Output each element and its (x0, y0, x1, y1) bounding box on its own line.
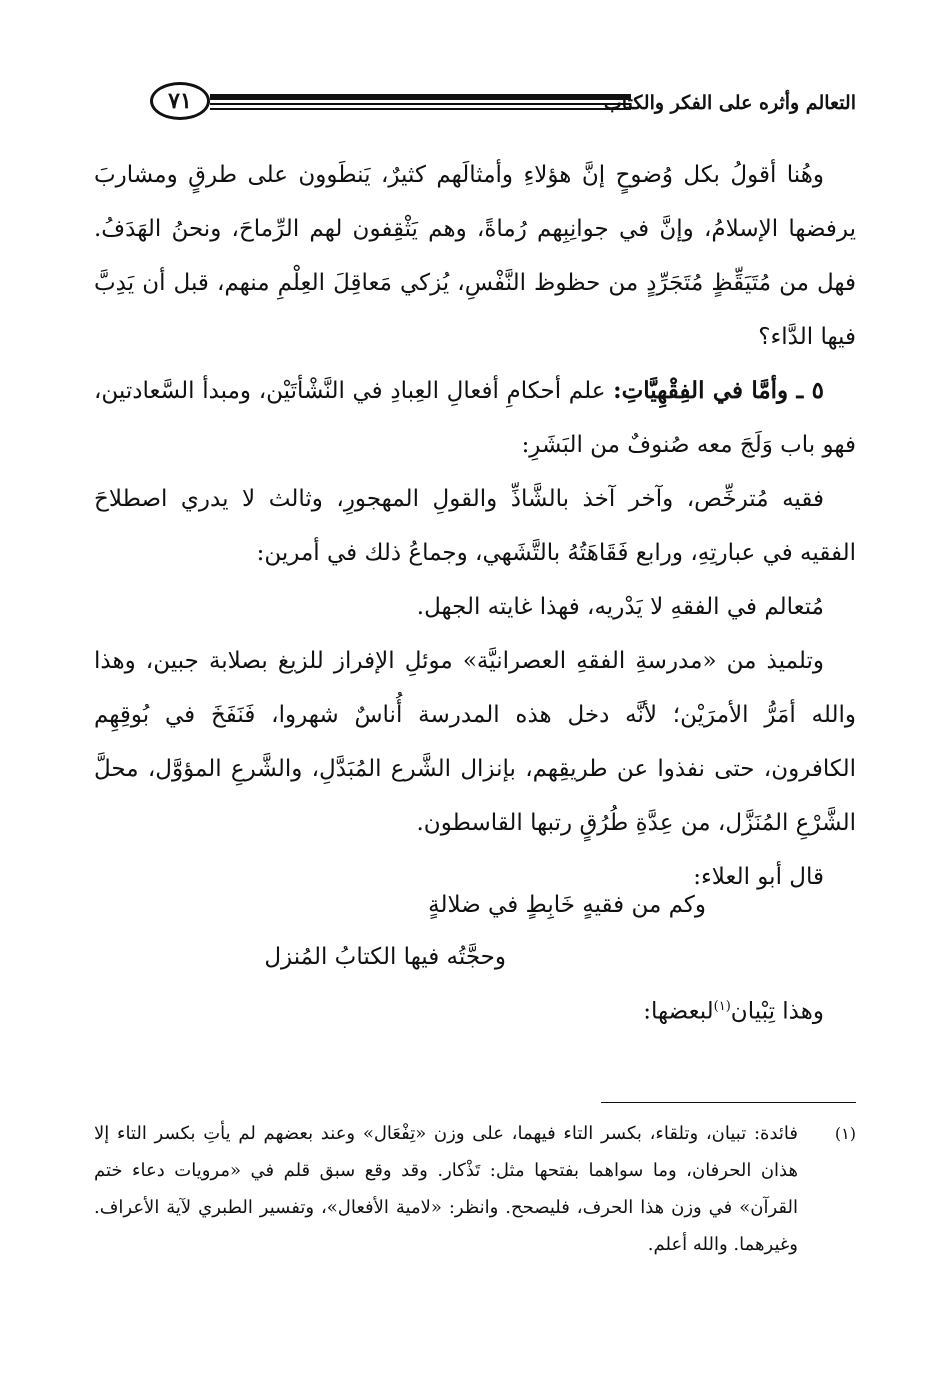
paragraph-3: فقيه مُترخِّص، وآخر آخذ بالشَّاذِّ والقولِ المهجورِ، وثالث لا يدري اصطلاحَ الفقيه في عبارتِهِ، ورابع فَقَاهَتُهُ بالتَّشَهي، وجماعُ ذلك في أمرين: (94, 486, 856, 566)
footnote-marker: (١) (834, 1124, 856, 1143)
paragraph-1: وهُنا أقولُ بكل وُضوحٍ إنَّ هؤلاءِ وأمثالَهم كثيرٌ، يَنطَوون على طرقٍ ومشاربَ يرفضها الإسلامُ، وإنَّ في جوانِبِهم رُماةً، وهم يَثْقِفون لهم الرِّماحَ، ونحنُ الهَدَفُ. فهل من مُتَيَقِّظٍ مُتَجَرِّدٍ من حظوظ النَّفْسِ، يُزكي مَعاقِلَ العِلْمِ منهم، قبل أن يَدِبَّ فيها الدَّاء؟ (94, 162, 856, 350)
footnote-text: فائدة: تبيان، وتلقاء، بكسر التاء فيهما، على وزن «تِفْعَال» وعند بعضهم لم يأتِ بكسر التاء إلا هذان الحرفان، وما سواهما بفتحها مثل: تَذْكار. وقد وقع سبق قلم في «مرويات دعاء ختم القرآن» في وزن هذا الحرف، فليصحح. وانظر: «لامية الأفعال»، وتفسير الطبري لآية الأعراف. وغيرهما. والله أعلم. (94, 1123, 798, 1255)
paragraph-4: مُتعالم في الفقهِ لا يَدْريه، فهذا غايته الجهل. (416, 594, 824, 620)
header-rule (210, 94, 631, 110)
main-text (94, 148, 856, 904)
section-lead-text: علم أحكامِ أفعالِ العِبادِ في النَّشْأتَيْن، ومبدأ السَّعادتين، فهو باب وَلَجَ معه صُنوفٌ من البَشَرِ: (94, 378, 856, 458)
paragraph-6: قال أبو العلاء: (693, 864, 824, 890)
paragraph-2 (94, 364, 856, 472)
closing-line-end: لبعضها: (643, 998, 714, 1025)
footnote-separator (601, 1102, 856, 1103)
footnotes (94, 1115, 856, 1263)
verse-first-hemistich: وكم من فقيهٍ خَابِطٍ في ضلالةٍ (428, 892, 706, 918)
verse-second-hemistich: وحجَّتُه فيها الكتابُ المُنزل (264, 944, 506, 970)
running-title: التعالم وأثره على الفكر والكتاب (603, 92, 856, 114)
paragraph-5: وتلميذ من «مدرسةِ الفقهِ العصرانيَّة» موئلِ الإفراز للزيغ بصلابة جبين، وهذا والله أمَرُّ الأمرَيْن؛ لأنَّه دخل هذه المدرسة أُناسٌ شهروا، فَنَفَخَ في بُوقِهِم الكافرون، حتى نفذوا عن طريقِهم، بإنزال الشَّرع المُبَدَّلِ، والشَّرعِ المؤوَّل، محلَّ الشَّرْعِ المُنَزَّل، من عِدَّةِ طُرُقٍ رتبها القاسطون. (94, 648, 856, 836)
running-header (150, 82, 856, 134)
closing-line (643, 980, 824, 1039)
closing-line-start: وهذا تِبْيان (730, 998, 824, 1025)
page-number: ٧١ (150, 82, 210, 120)
section-lead: ٥ ـ وأمَّا في الفِقْهِيَّاتِ: (613, 377, 824, 404)
footnote-reference[interactable]: (١) (713, 999, 731, 1014)
